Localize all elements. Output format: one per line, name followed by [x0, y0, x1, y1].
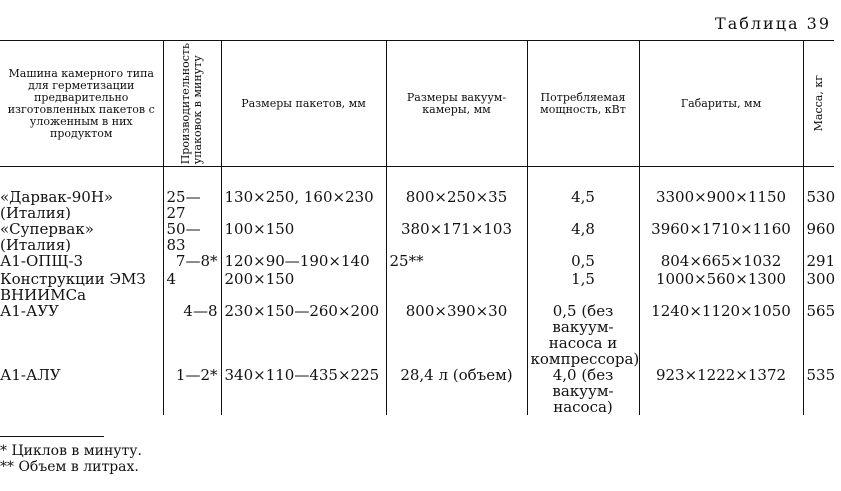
cell-productivity: 7—8* — [163, 253, 221, 271]
cell-package: 120×90—190×140 — [221, 253, 386, 271]
cell-mass: 291 — [803, 253, 834, 271]
cell-mass: 300 — [803, 271, 834, 303]
cell-dims: 1240×1120×1050 — [639, 303, 803, 367]
cell-machine: Конструкции ЭМЗ ВНИИМСа — [0, 270, 146, 305]
cell-chamber: 25** — [386, 253, 527, 271]
spacer-row — [0, 167, 834, 190]
cell-package: 340×110—435×225 — [221, 367, 386, 415]
cell-mass: 535 — [803, 367, 834, 415]
cell-package: 230×150—260×200 — [221, 303, 386, 367]
header-package: Размеры пакетов, мм — [221, 41, 386, 167]
cell-productivity: 1—2* — [163, 367, 221, 415]
footnotes — [0, 436, 142, 475]
cell-dims: 923×1222×1372 — [639, 367, 803, 415]
cell-dims: 1000×560×1300 — [639, 271, 803, 303]
cell-package: 100×150 — [221, 221, 386, 253]
footnote-2: ** Объем в литрах. — [0, 459, 139, 475]
header-mass-label: Масса, кг — [811, 75, 825, 132]
cell-productivity: 4 — [163, 271, 221, 303]
cell-machine: А1-АЛУ — [0, 366, 61, 385]
data-table — [0, 40, 834, 415]
footnote-1: * Циклов в минуту. — [0, 443, 142, 459]
cell-power: 4,8 — [527, 221, 639, 253]
table-row — [0, 221, 834, 253]
cell-machine: А1-ОПЩ-3 — [0, 252, 84, 271]
header-mass — [803, 41, 834, 167]
footnote-rule — [0, 436, 104, 437]
table-row — [0, 189, 834, 221]
cell-mass: 530 — [803, 189, 834, 221]
cell-machine: «Супервак» (Италия) — [0, 220, 94, 255]
cell-chamber: 380×171×103 — [386, 221, 527, 253]
cell-machine: А1-АУУ — [0, 302, 60, 321]
table-caption: Таблица 39 — [715, 14, 831, 33]
header-chamber: Размеры вакуум-камеры, мм — [386, 41, 527, 167]
header-productivity-label: Производительность упаковок в минуту — [179, 43, 204, 165]
cell-power: 4,0 (без вакуум-насоса) — [527, 367, 639, 415]
header-power: Потребляемая мощность, кВт — [527, 41, 639, 167]
table-row — [0, 367, 834, 415]
cell-productivity: 50—83 — [163, 221, 221, 253]
header-productivity — [163, 41, 221, 167]
table-row — [0, 303, 834, 367]
cell-package: 130×250, 160×230 — [221, 189, 386, 221]
table-row — [0, 271, 834, 303]
cell-chamber: 800×390×30 — [386, 303, 527, 367]
header-machine: Машина камерного типа для герметизации предварительно изготовленных пакетов с уложенным в них продуктом — [0, 41, 163, 167]
cell-chamber — [386, 271, 527, 303]
cell-productivity: 4—8 — [163, 303, 221, 367]
cell-mass: 960 — [803, 221, 834, 253]
cell-power: 0,5 (без вакуум-насоса и компрессора) — [527, 303, 639, 367]
cell-power: 0,5 — [527, 253, 639, 271]
cell-chamber: 28,4 л (объем) — [386, 367, 527, 415]
cell-dims: 3300×900×1150 — [639, 189, 803, 221]
cell-chamber: 800×250×35 — [386, 189, 527, 221]
table-row — [0, 253, 834, 271]
cell-dims: 3960×1710×1160 — [639, 221, 803, 253]
header-dims: Габариты, мм — [639, 41, 803, 167]
cell-package: 200×150 — [221, 271, 386, 303]
cell-power: 1,5 — [527, 271, 639, 303]
cell-dims: 804×665×1032 — [639, 253, 803, 271]
cell-productivity: 25—27 — [163, 189, 221, 221]
cell-power: 4,5 — [527, 189, 639, 221]
cell-machine: «Дарвак-90Н» (Италия) — [0, 188, 114, 223]
header-row — [0, 41, 834, 167]
cell-mass: 565 — [803, 303, 834, 367]
